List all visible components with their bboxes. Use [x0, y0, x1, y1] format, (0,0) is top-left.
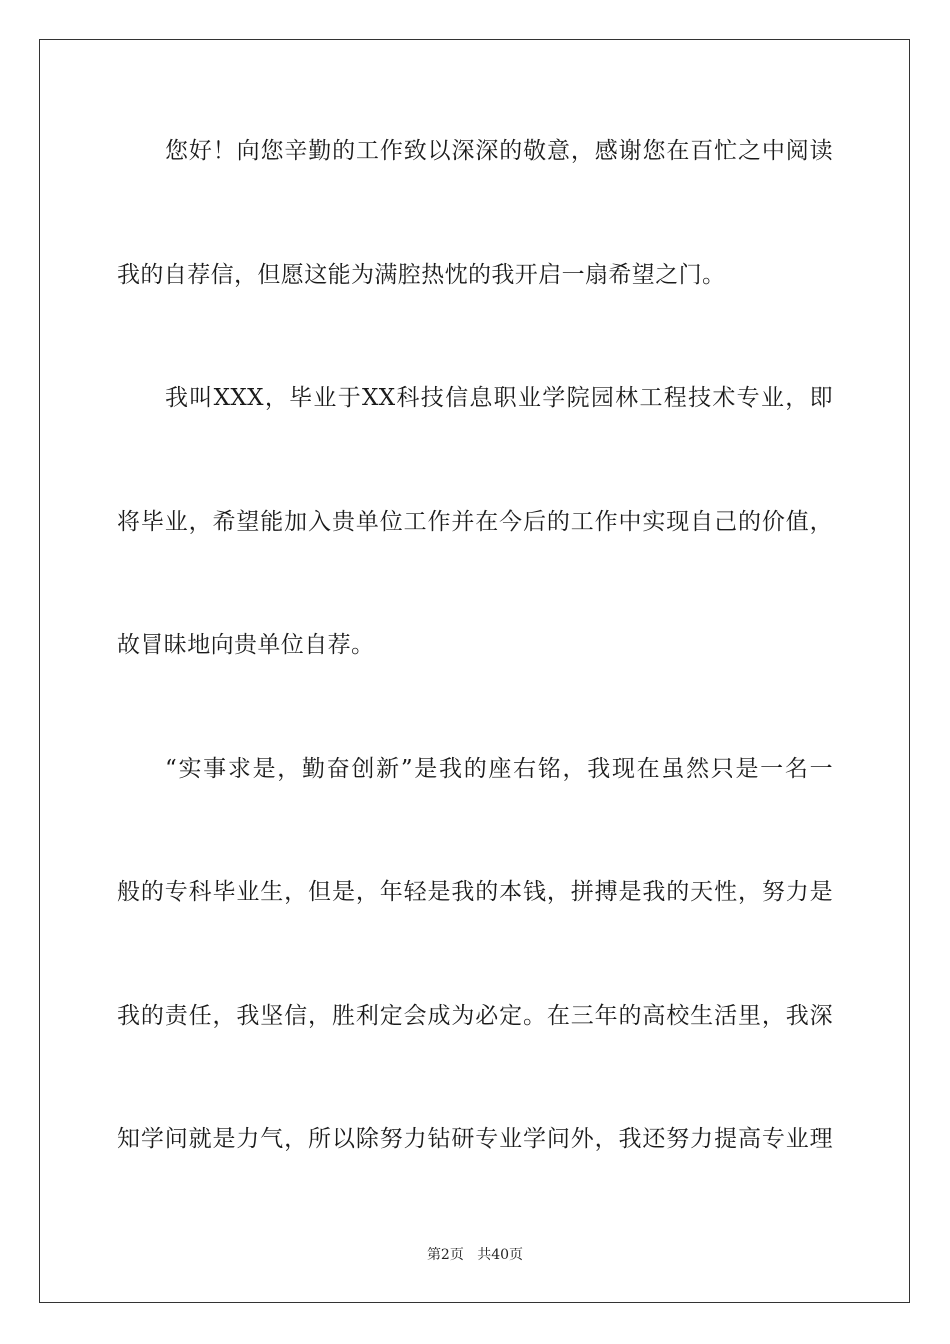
paragraph-3-line-4: 知学问就是力气，所以除努力钻研专业学问外，我还努力提高专业理 — [117, 1126, 833, 1152]
page-number: 第2页 — [426, 1247, 464, 1263]
page-footer — [0, 1246, 950, 1264]
page-frame — [39, 39, 910, 1303]
paragraph-3-line-2: 般的专科毕业生，但是，年轻是我的本钱，拼搏是我的天性，努力是 — [117, 879, 833, 905]
paragraph-2-line-2: 将毕业，希望能加入贵单位工作并在今后的工作中实现自己的价值， — [117, 509, 833, 535]
paragraph-2-line-1: 我叫XXX，毕业于XX科技信息职业学院园林工程技术专业，即 — [165, 385, 833, 411]
paragraph-1-line-1: 您好！向您辛勤的工作致以深深的敬意，感谢您在百忙之中阅读 — [165, 138, 833, 164]
paragraph-1-line-2: 我的自荐信，但愿这能为满腔热忱的我开启一扇希望之门。 — [117, 262, 726, 288]
paragraph-3-line-1: “实事求是，勤奋创新”是我的座右铭，我现在虽然只是一名一 — [165, 756, 833, 782]
page-total: 共40页 — [477, 1247, 524, 1263]
paragraph-2-line-3: 故冒昧地向贵单位自荐。 — [117, 632, 375, 658]
paragraph-3-line-3: 我的责任，我坚信，胜利定会成为必定。在三年的高校生活里，我深 — [117, 1003, 833, 1029]
